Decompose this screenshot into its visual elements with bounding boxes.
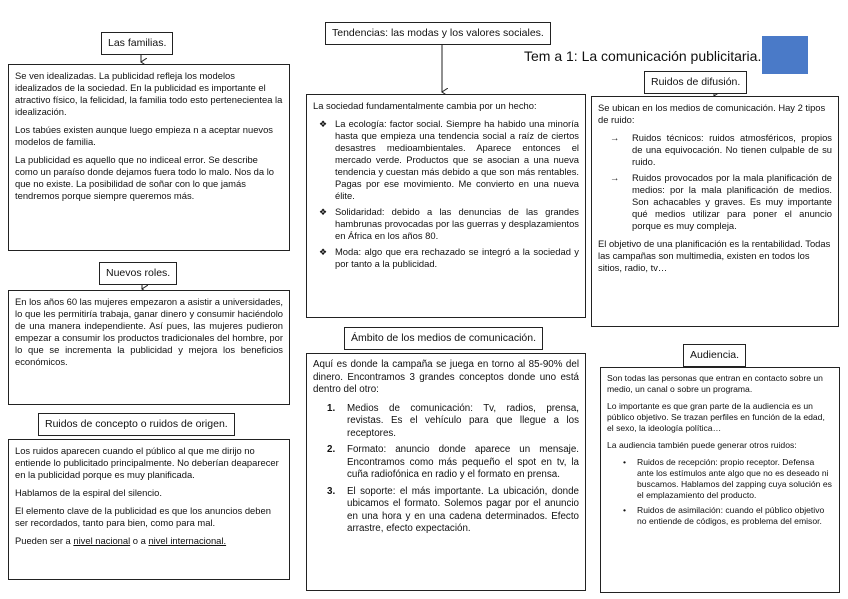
familias-p3: La publicidad es aquello que no indiceal error. Se describe como un paraíso donde dejamos fuera todo lo malo. Nos da lo que no existe. La posibilidad de soñar con lo que jamás tendremos porque siempre queremos más.	[15, 154, 275, 201]
difusion-intro: Se ubican en los medios de comunicación. Hay 2 tipos de ruido:	[598, 102, 826, 125]
dot-bullet-icon: •	[623, 505, 627, 515]
accent-square	[762, 36, 808, 74]
tendencia-item: ❖ Moda: algo que era rechazado se integró a la sociedad y por tanto a la publicidad.	[319, 246, 579, 269]
box-ambito	[306, 353, 586, 591]
label-difusion: Ruidos de difusión.	[644, 71, 747, 94]
audiencia-p1: Son todas las personas que entran en contacto sobre un medio, un canal o sobre un programa.	[607, 373, 823, 394]
label-familias: Las familias.	[101, 32, 173, 55]
dot-bullet-icon: •	[623, 457, 627, 467]
ambito-intro: Aquí es donde la campaña se juega en torno al 85-90% del dinero. Encontramos 3 grandes conceptos donde uno está dentro del otro:	[313, 359, 579, 395]
diamond-bullet-icon: ❖	[319, 207, 328, 217]
ambito-item: 3. El soporte: el más importante. La ubicación, donde ubicamos el formato. Solemos pagar por el anuncio en una hora y en una cadena determinados. Efecto arrastre, efecto expectación.	[327, 485, 579, 534]
familias-p1: Se ven idealizadas. La publicidad refleja los modelos idealizados de la sociedad. En la publicidad es importante el atractivo físico, la felicidad, la familia todo esto pertenecientea la idealización.	[15, 70, 283, 117]
label-ambito: Ámbito de los medios de comunicación.	[344, 327, 543, 350]
ambito-item: 1. Medios de comunicación: Tv, radios, prensa, revistas. Es el vehículo para que llegue a los receptores.	[327, 402, 579, 439]
audiencia-item: • Ruidos de asimilación: cuando el público objetivo no entiende de códigos, es problema del emisor.	[623, 505, 825, 526]
tendencias-intro: La sociedad fundamentalmente cambia por un hecho:	[313, 100, 537, 111]
concepto-p3: El elemento clave de la publicidad es que los anuncios deben ser recordados, tanto para bien, como para mal.	[15, 505, 271, 528]
link-nivel-nacional: nivel nacional	[73, 535, 131, 546]
concepto-p2: Hablamos de la espiral del silencio.	[15, 487, 162, 498]
label-tendencias: Tendencias: las modas y los valores sociales.	[325, 22, 551, 45]
audiencia-item: • Ruidos de recepción: propio receptor. Defensa ante los estímulos ante algo que no es deseado ni buscamos. Hablamos del zapping cuya solución es el emplazamiento del producto.	[623, 457, 832, 500]
box-audiencia	[600, 367, 840, 593]
roles-p1: En los años 60 las mujeres empezaron a asistir a universidades, lo que les permitiría trabaja, ganar dinero y consumir haciéndolo de una manera independiente. Así pues, las mujeres pudieron empezar a consumir los productos tradicionales del hombre, por lo que se incrementa la publicidad y mejora los beneficios económicos.	[15, 296, 283, 367]
difusion-item: → Ruidos provocados por la mala planificación de medios: por la mala planificación de medios. Son achacables y graves. Es muy importante qué medios utilizar para poner el anuncio porque es muy compleja.	[610, 172, 832, 231]
diamond-bullet-icon: ❖	[319, 119, 328, 129]
audiencia-p3: La audiencia también puede generar otros ruidos:	[607, 440, 797, 450]
difusion-outro: El objetivo de una planificación es la rentabilidad. Todas las campañas son multimedia, existen en todos los sitios, radio, tv…	[598, 238, 831, 273]
tendencia-item: ❖ La ecología: factor social. Siempre ha habido una minoría hasta que empieza una tendencia social a raíz de ciertos desastres medioambientales. Aparece entonces el mercado verde. Productos que se asocian a una nueva tendencia y cuestan más debido a que son más rentables. Pagas por ese movimiento. Me convierto en una nueva élite.	[319, 118, 579, 201]
label-concepto: Ruidos de concepto o ruidos de origen.	[38, 413, 235, 436]
difusion-item: → Ruidos técnicos: ruidos atmosféricos, propios de una equivocación. No tienen culpable de su ruido.	[610, 132, 832, 167]
arrow-bullet-icon: →	[610, 172, 620, 183]
box-roles	[8, 290, 290, 405]
box-difusion	[591, 96, 839, 327]
diamond-bullet-icon: ❖	[319, 247, 328, 257]
tendencia-item: ❖ Solidaridad: debido a las denuncias de las grandes hambrunas provocadas por las guerras y desplazamientos en África en los años 80.	[319, 206, 579, 241]
audiencia-p2: Lo importante es que gran parte de la audiencia es un público objetivo. Se trazan perfiles en función de la edad, el sexo, la ideología política…	[607, 401, 825, 433]
page-title: Tem a 1: La comunicación publicitaria.	[524, 48, 762, 64]
box-familias	[8, 64, 290, 251]
label-roles: Nuevos roles.	[99, 262, 177, 285]
ambito-item: 2. Formato: anuncio donde aparece un mensaje. Encontramos como más pequeño el spot en tv, la cuña radiofónica en radio y el formato en prensa.	[327, 444, 579, 480]
box-concepto	[8, 439, 290, 580]
box-tendencias	[306, 94, 586, 318]
link-nivel-internacional: nivel internacional.	[148, 535, 227, 546]
concepto-p1: Los ruidos aparecen cuando el público al que me dirijo no entiende lo publicitado principalmente. No deberían deaparecer en la publicidad porque es muy planificada.	[15, 445, 279, 480]
familias-p2: Los tabúes existen aunque luego empieza n a aceptar nuevos modelos de familia.	[15, 124, 273, 147]
arrow-bullet-icon: →	[610, 132, 620, 143]
concepto-p4: Pueden ser a nivel nacional o a nivel internacional.	[15, 535, 227, 546]
label-audiencia: Audiencia.	[683, 344, 746, 367]
